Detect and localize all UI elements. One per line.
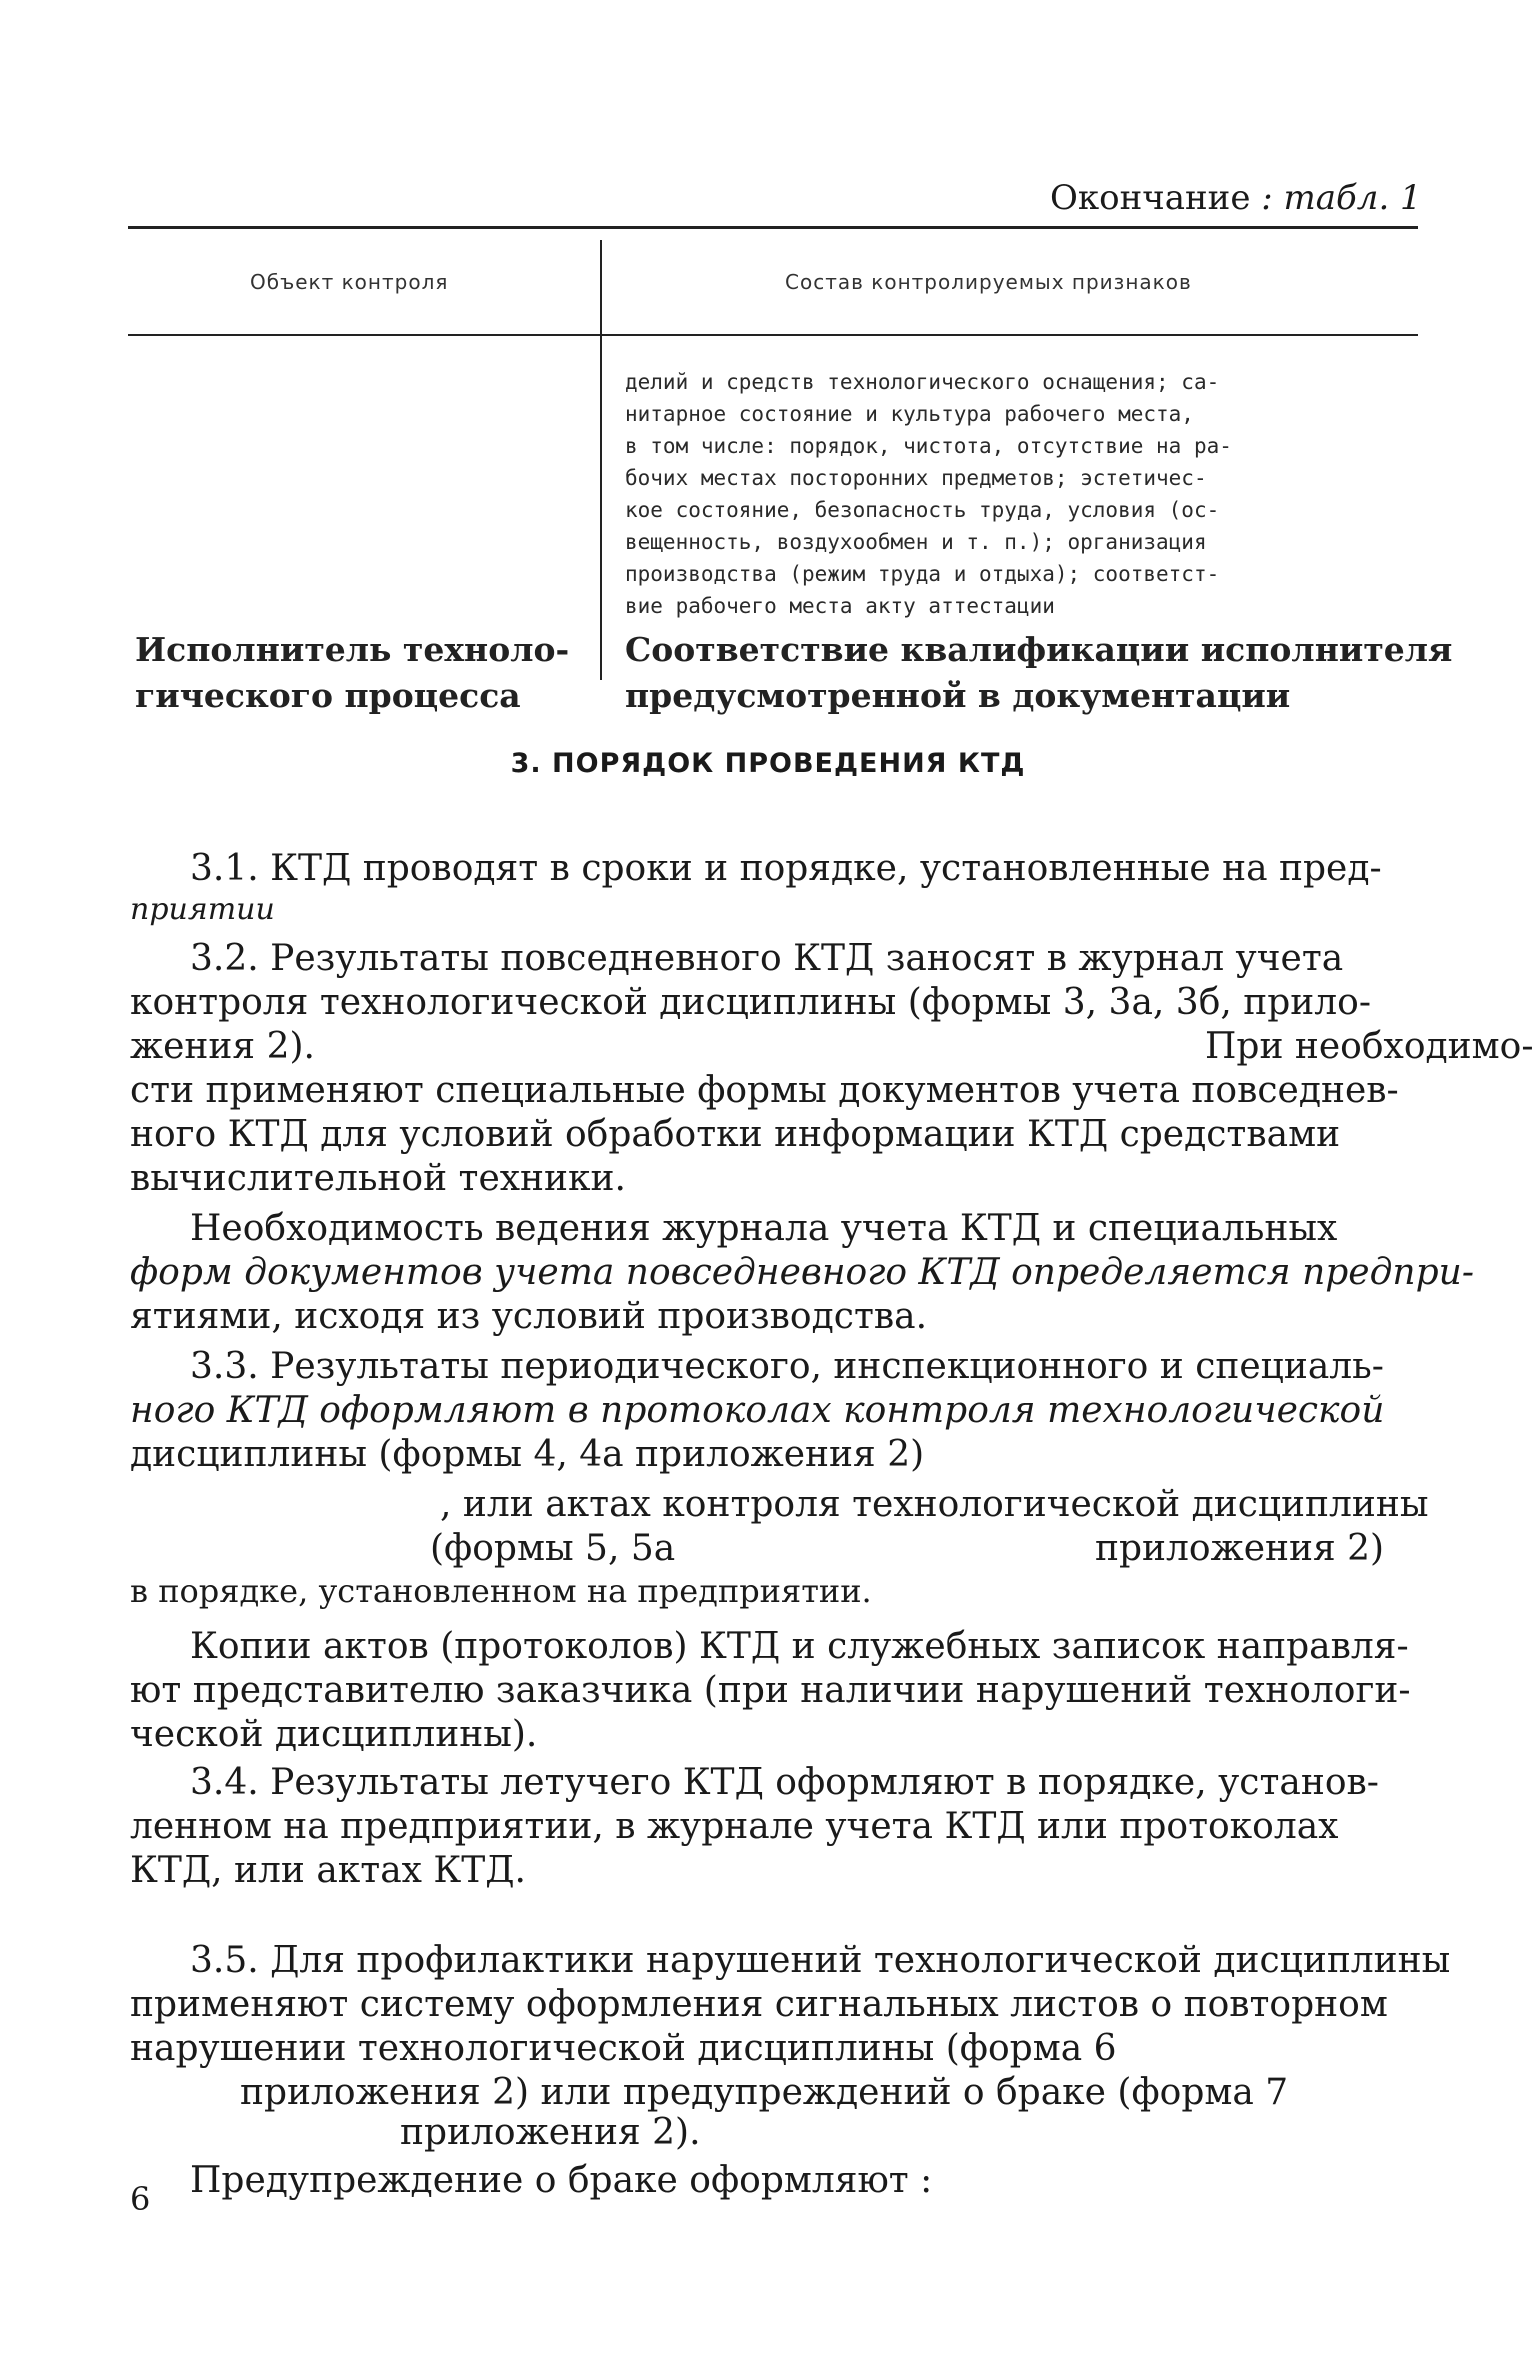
table-object-executor: гического процесса (135, 676, 521, 715)
paragraph-line: КТД, или актах КТД. (130, 1850, 526, 1891)
paragraph-line: сти применяют специальные формы документов учета повседнев- (130, 1070, 1399, 1111)
paragraph-line: 3.4. Результаты летучего КТД оформляют в порядке, установ- (190, 1762, 1379, 1803)
paragraph-line: жения 2). (130, 1026, 315, 1067)
paragraph-line: Предупреждение о браке оформляют : (190, 2160, 933, 2201)
paragraph-line: форм документов учета повседневного КТД определяется предпри- (130, 1252, 1475, 1293)
paragraph-line: ленном на предприятии, в журнале учета КТД или протоколах (130, 1806, 1339, 1847)
paragraph-line: нарушении технологической дисциплины (форма 6 (130, 2028, 1117, 2069)
table-cell-line: нитарное состояние и культура рабочего места, (625, 402, 1194, 426)
table-object-executor: Исполнитель техноло- (135, 630, 570, 669)
paragraph-line: приложения 2) или предупреждений о браке (форма 7 (240, 2072, 1289, 2113)
table-cell-line: вие рабочего места акту аттестации (625, 594, 1055, 618)
table-feature-qualification: Соответствие квалификации исполнителя (625, 630, 1453, 669)
paragraph-line: применяют систему оформления сигнальных листов о повторном (130, 1984, 1388, 2025)
table-cell-line: кое состояние, безопасность труда, условия (ос- (625, 498, 1220, 522)
table-cell-line: в том числе: порядок, чистота, отсутствие на ра- (625, 434, 1232, 458)
paragraph-line: Копии актов (протоколов) КТД и служебных записок направля- (190, 1626, 1409, 1667)
table-column-divider (600, 240, 602, 680)
table-header-features: Состав контролируемых признаков (785, 270, 1192, 294)
paragraph-line: ют представителю заказчика (при наличии нарушений технологи- (130, 1670, 1411, 1711)
table-header-rule (128, 334, 1418, 336)
paragraph-line: приложения 2) (1095, 1528, 1385, 1569)
continuation-label (1050, 178, 1422, 218)
paragraph-line: дисциплины (формы 4, 4а приложения 2) (130, 1434, 925, 1475)
continuation-word: Окончание (1050, 178, 1251, 218)
paragraph-line: 3.5. Для профилактики нарушений технологической дисциплины (190, 1940, 1451, 1981)
section-title: 3. ПОРЯДОК ПРОВЕДЕНИЯ КТД (510, 748, 1026, 779)
table-cell-line: вещенность, воздухообмен и т. п.); организация (625, 530, 1207, 554)
paragraph-line: приложения 2). (400, 2112, 701, 2153)
paragraph-line: в порядке, установленном на предприятии. (130, 1572, 872, 1610)
paragraph-line: , или актах контроля технологической дисциплины (440, 1484, 1429, 1525)
paragraph-line: Необходимость ведения журнала учета КТД и специальных (190, 1208, 1338, 1249)
table-cell-line: производства (режим труда и отдыха); соответст- (625, 562, 1220, 586)
paragraph-line: контроля технологической дисциплины (формы 3, 3а, 3б, прило- (130, 982, 1371, 1023)
table-top-rule (128, 226, 1418, 229)
paragraph-line: ного КТД оформляют в протоколах контроля технологической (130, 1390, 1385, 1431)
paragraph-line: ного КТД для условий обработки информации КТД средствами (130, 1114, 1341, 1155)
table-cell-line: делий и средств технологического оснащения; са- (625, 370, 1220, 394)
paragraph-line: 3.2. Результаты повседневного КТД заносят в журнал учета (190, 938, 1344, 979)
table-cell-line: бочих местах посторонних предметов; эстетичес- (625, 466, 1207, 490)
page-number: 6 (130, 2180, 151, 2218)
table-feature-qualification: предусмотренной в документации (625, 676, 1291, 715)
table-reference: : табл. 1 (1261, 178, 1422, 218)
paragraph-line: При необходимо- (1205, 1026, 1534, 1067)
paragraph-line: 3.3. Результаты периодического, инспекционного и специаль- (190, 1346, 1384, 1387)
paragraph-line: 3.1. КТД проводят в сроки и порядке, установленные на пред- (190, 848, 1382, 889)
paragraph-line: ческой дисциплины). (130, 1714, 538, 1755)
paragraph-line: вычислительной техники. (130, 1158, 626, 1199)
paragraph-line: (формы 5, 5а (430, 1528, 676, 1569)
table-header-object: Объект контроля (250, 270, 449, 294)
paragraph-line: приятии (130, 892, 275, 927)
paragraph-line: ятиями, исходя из условий производства. (130, 1296, 928, 1337)
